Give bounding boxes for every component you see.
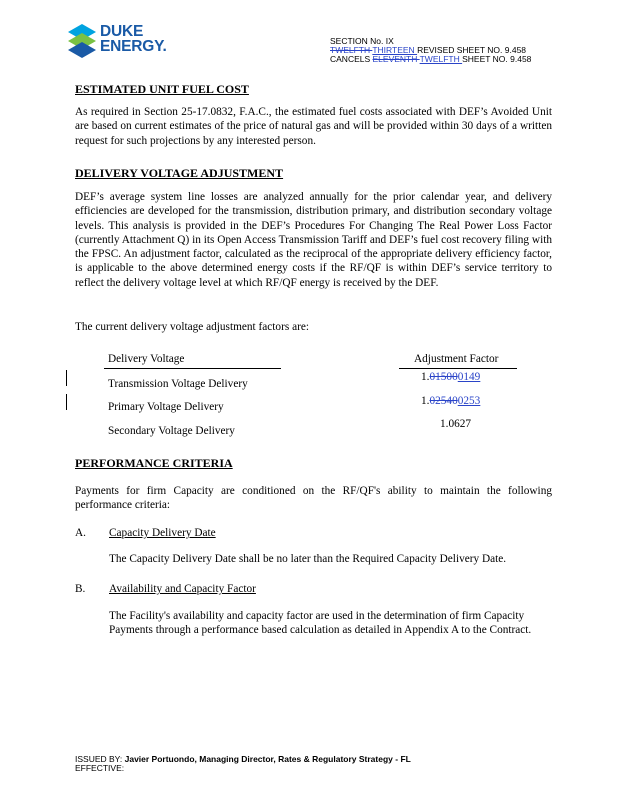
header-inserted-text: THIRTEEN [372, 45, 418, 55]
item-a-body: The Capacity Delivery Date shall be no later than the Required Capacity Delivery Date. [109, 553, 507, 565]
table-row-label-secondary: Secondary Voltage Delivery [108, 425, 235, 437]
header-cancels-sheet [330, 54, 531, 64]
change-bar-1 [66, 370, 67, 386]
section-body-estimated-unit-fuel-cost: As required in Section 25-17.0832, F.A.C., the estimated fuel costs associated with DEF’s Avoided Unit are based on current estimates of the price of natural gas and will be provided within 30 days of a written request for such projections by any interested person. [75, 106, 552, 147]
section-body-delivery-voltage-adjustment: DEF’s average system line losses are analyzed annually for the prior calendar year, and delivery efficiencies are developed for the transmission, distribution primary, and distribution secondary voltage levels. This analysis is provided in the DEF’s Procedures For Changing The Real Power Loss Factor (currently Attachment Q) in its Open Access Transmission Tariff and DEF’s fuel cost recovery filing with the FPSC. An adjustment factor, calculated as the reciprocal of the appropriate delivery efficiency factor, is applicable to the above determined energy costs if the RF/QF is within DEF’s service territory to reflect the delivery voltage level at which RF/QF energy is received by the DEF. [75, 191, 552, 289]
value-prefix: 1. [421, 371, 430, 383]
header-cancels-rest: SHEET NO. 9.458 [462, 54, 532, 64]
header-section-number: SECTION No. IX [330, 36, 394, 46]
duke-energy-logo-icon [68, 24, 98, 58]
table-header-underline-2 [399, 368, 517, 369]
footer-effective: EFFECTIVE: [75, 763, 125, 773]
header-revised-rest: REVISED SHEET NO. 9.458 [417, 45, 527, 55]
item-a-letter: A. [75, 527, 86, 539]
value-inserted: 0149 [457, 371, 481, 383]
footer-issued-label: ISSUED BY: [75, 754, 125, 764]
table-header-adjustment-factor: Adjustment Factor [414, 353, 499, 365]
table-row-value-transmission [421, 371, 480, 383]
header-cancels-inserted: TWELFTH [419, 54, 463, 64]
logo-line-1: DUKE [100, 23, 144, 40]
section-body-performance-criteria: Payments for firm Capacity are conditioned on the RF/QF's ability to maintain the following performance criteria: [75, 485, 552, 512]
section-title-estimated-unit-fuel-cost: ESTIMATED UNIT FUEL COST [75, 82, 249, 96]
item-b-body: The Facility's availability and capacity factor are used in the determination of firm Capacity Payments through a performance based calculation as detailed in Appendix A to the Contract. [109, 610, 532, 637]
change-bar-2 [66, 394, 67, 410]
footer-issued-by [75, 754, 411, 764]
footer-issued-value: Javier Portuondo, Managing Director, Rates & Regulatory Strategy - FL [124, 754, 411, 764]
adjustment-factors-intro: The current delivery voltage adjustment factors are: [75, 321, 309, 333]
table-row-value-secondary: 1.0627 [440, 418, 472, 430]
value-strike: 01500 [429, 371, 458, 383]
logo-wordmark [100, 24, 167, 54]
item-a-title: Capacity Delivery Date [109, 527, 216, 539]
table-row-label-primary: Primary Voltage Delivery [108, 401, 224, 413]
table-header-delivery-voltage: Delivery Voltage [108, 353, 185, 365]
item-b-letter: B. [75, 583, 86, 595]
item-b-title: Availability and Capacity Factor [109, 583, 256, 595]
section-title-performance-criteria: PERFORMANCE CRITERIA [75, 456, 233, 470]
header-strike-text: TWELFTH [330, 45, 373, 55]
header-cancels-strike: ELEVENTH [372, 54, 420, 64]
logo-line-2: ENERGY. [100, 38, 167, 55]
table-row-value-primary [421, 395, 480, 407]
section-title-delivery-voltage-adjustment: DELIVERY VOLTAGE ADJUSTMENT [75, 166, 284, 180]
value-prefix: 1. [421, 395, 430, 407]
value-inserted: 0253 [457, 395, 481, 407]
table-header-underline-1 [104, 368, 281, 369]
table-row-label-transmission: Transmission Voltage Delivery [108, 378, 248, 390]
header-cancels-prefix: CANCELS [330, 54, 373, 64]
value-strike: 02540 [429, 395, 458, 407]
